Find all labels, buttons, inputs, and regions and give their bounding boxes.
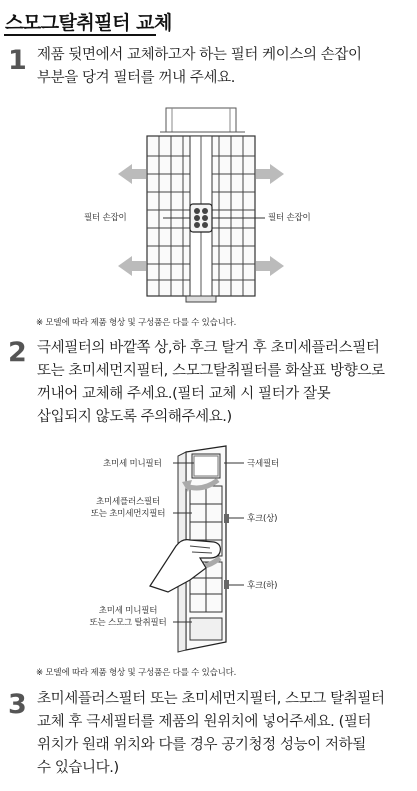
label-fine-filter: 극세필터 <box>247 459 280 469</box>
step-2-line-4: 삽입되지 않도록 주의해주세요.) <box>37 409 232 425</box>
figure-2-note: ※ 모델에 따라 제품 형상 및 구성품은 다를 수 있습니다. <box>36 668 237 678</box>
label-hook-bottom: 후크(하) <box>247 581 278 591</box>
step-3-line-4: 수 있습니다.) <box>37 760 119 776</box>
label-mini-bottom <box>83 604 173 628</box>
step-3-line-2: 교체 후 극세필터를 제품의 원위치에 넣어주세요. (필터 <box>37 714 372 730</box>
step-2-number: 2 <box>8 337 27 368</box>
label-mini-bottom-line-1: 초미세 미니필터 <box>98 606 158 616</box>
label-ultrafine-plus-line-1: 초미세플러스필터 <box>95 497 161 507</box>
step-2-text <box>37 337 385 429</box>
step-3-text <box>37 688 385 780</box>
filter-removal-figure <box>0 108 417 308</box>
step-1-line-1: 제품 뒷면에서 교체하고자 하는 필터 케이스의 손잡이 <box>37 47 362 63</box>
step-3-number: 3 <box>8 689 27 720</box>
step-3-line-3: 위치가 원래 위치와 다를 경우 공기청정 성능이 저하될 <box>37 737 366 753</box>
label-ultrafine-plus-line-2: 또는 초미세먼지필터 <box>90 509 166 519</box>
handle-label-left: 필터 손잡이 <box>84 213 127 223</box>
step-2-line-3: 꺼내어 교체해 주세요.(필터 교체 시 필터가 잘못 <box>37 386 331 402</box>
filter-replacement-figure <box>0 446 417 656</box>
step-3-line-1: 초미세플러스필터 또는 초미세먼지필터, 스모그 탈취필터 <box>37 691 385 707</box>
step-1-line-2: 부분을 당겨 필터를 꺼내 주세요. <box>37 70 235 86</box>
label-mini-bottom-line-2: 또는 스모그 탈취필터 <box>89 618 167 628</box>
label-ultrafine-plus <box>83 495 173 519</box>
page-title: 스모그탈취필터 교체 <box>5 12 172 34</box>
step-1-number: 1 <box>8 45 27 76</box>
step-2-line-1: 극세필터의 바깥쪽 상,하 후크 탈거 후 초미세플러스필터 <box>37 340 380 356</box>
step-1-text <box>37 44 362 90</box>
figure-1-note: ※ 모델에 따라 제품 형상 및 구성품은 다를 수 있습니다. <box>36 318 237 328</box>
label-hook-top: 후크(상) <box>247 514 278 524</box>
label-ultrafine-mini: 초미세 미니필터 <box>103 459 162 469</box>
step-2-line-2: 또는 초미세먼지필터, 스모그탈취필터를 화살표 방향으로 <box>37 363 385 379</box>
handle-label-right: 필터 손잡이 <box>268 213 311 223</box>
title-underline <box>4 34 156 36</box>
